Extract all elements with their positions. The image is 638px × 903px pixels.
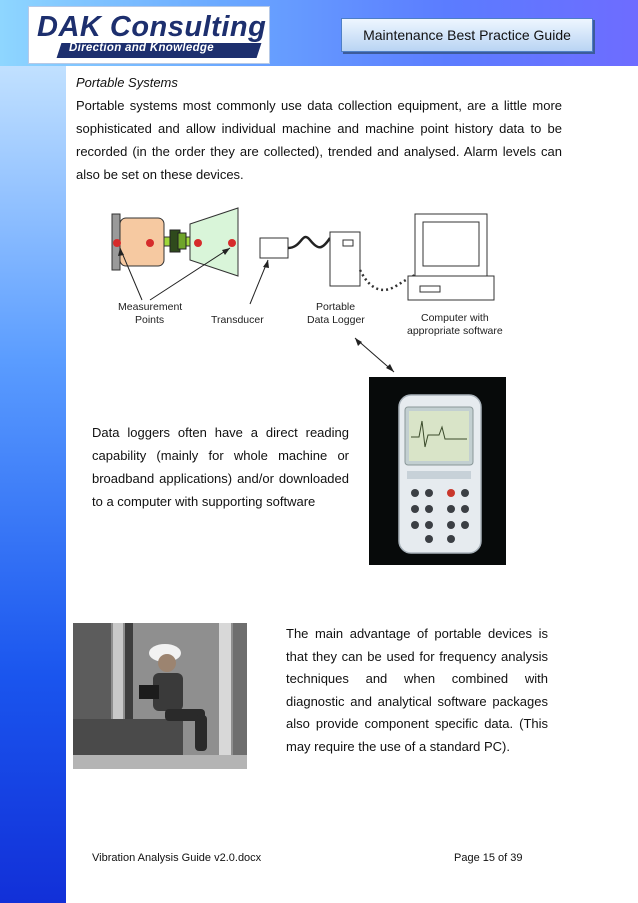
data-logger-screen xyxy=(343,240,353,246)
device-key-5 xyxy=(411,505,419,513)
label-computer: Computer with xyxy=(421,312,489,324)
measurement-point-1 xyxy=(113,239,121,247)
advantage-paragraph: The main advantage of portable devices is that they can be used for frequency analysis techniques and when combined with diagnostic and analytical software packages also provide component specific data. (This may require the use of a standard PC). xyxy=(286,626,548,754)
device-key-13 xyxy=(425,535,433,543)
section-title: Portable Systems xyxy=(76,75,178,90)
device-key-7 xyxy=(447,505,455,513)
handheld-device xyxy=(139,685,159,699)
logo-tagline: Direction and Knowledge xyxy=(69,42,214,54)
background-pipe-4 xyxy=(233,623,247,769)
arrow-transducer-head xyxy=(263,260,269,268)
guide-title-badge: Maintenance Best Practice Guide xyxy=(341,18,593,52)
label-points: Points xyxy=(135,314,165,326)
measurement-point-2 xyxy=(146,239,154,247)
label-logger: Data Logger xyxy=(307,314,365,326)
computer-screen xyxy=(423,222,479,266)
label-portable: Portable xyxy=(316,301,356,313)
background-pipe-3 xyxy=(219,623,231,769)
company-logo xyxy=(28,6,270,64)
transducer-cable xyxy=(288,237,330,248)
label-measurement: Measurement xyxy=(118,301,183,313)
label-transducer: Transducer xyxy=(211,314,264,326)
device-key-14 xyxy=(447,535,455,543)
device-key-11 xyxy=(447,521,455,529)
device-key-10 xyxy=(425,521,433,529)
device-key-6 xyxy=(425,505,433,513)
computer-drive xyxy=(420,286,440,292)
device-key-1 xyxy=(411,489,419,497)
footer-page-number: Page 15 of 39 xyxy=(454,852,523,864)
device-key-2 xyxy=(425,489,433,497)
measurement-point-3 xyxy=(194,239,202,247)
arrow-to-logger-photo-head-b xyxy=(386,364,394,372)
page-sidebar-gradient xyxy=(0,0,66,903)
portable-system-diagram xyxy=(90,200,510,380)
technician-photo xyxy=(73,623,247,769)
floor xyxy=(73,755,247,769)
worker-head xyxy=(158,654,176,672)
device-key-12 xyxy=(461,521,469,529)
worker-leg-2 xyxy=(195,715,207,751)
coupling-right xyxy=(178,233,186,249)
device-key-3 xyxy=(447,489,455,497)
data-logger-photo xyxy=(369,377,506,565)
logger-description: Data loggers often have a direct reading capability (mainly for whole machine or broadband applications) and/or downloaded to a computer with supporting software xyxy=(92,425,349,509)
motor-body xyxy=(120,218,164,266)
device-screen xyxy=(409,411,469,461)
device-key-8 xyxy=(461,505,469,513)
device-brand-strip xyxy=(407,471,471,479)
device-key-9 xyxy=(411,521,419,529)
measurement-point-4 xyxy=(228,239,236,247)
device-key-4 xyxy=(461,489,469,497)
transducer-box xyxy=(260,238,288,258)
intro-paragraph: Portable systems most commonly use data collection equipment, are a little more sophisticated and allow individual machine and machine point history data to be recorded (in the order they are collected), trended and analysed. Alarm levels can also be set on these devices. xyxy=(76,98,562,182)
footer-document-name: Vibration Analysis Guide v2.0.docx xyxy=(92,852,262,864)
arrow-to-logger-photo-head-a xyxy=(355,338,362,346)
label-software: appropriate software xyxy=(407,325,503,337)
logo-name: DAK Consulting xyxy=(37,11,267,43)
